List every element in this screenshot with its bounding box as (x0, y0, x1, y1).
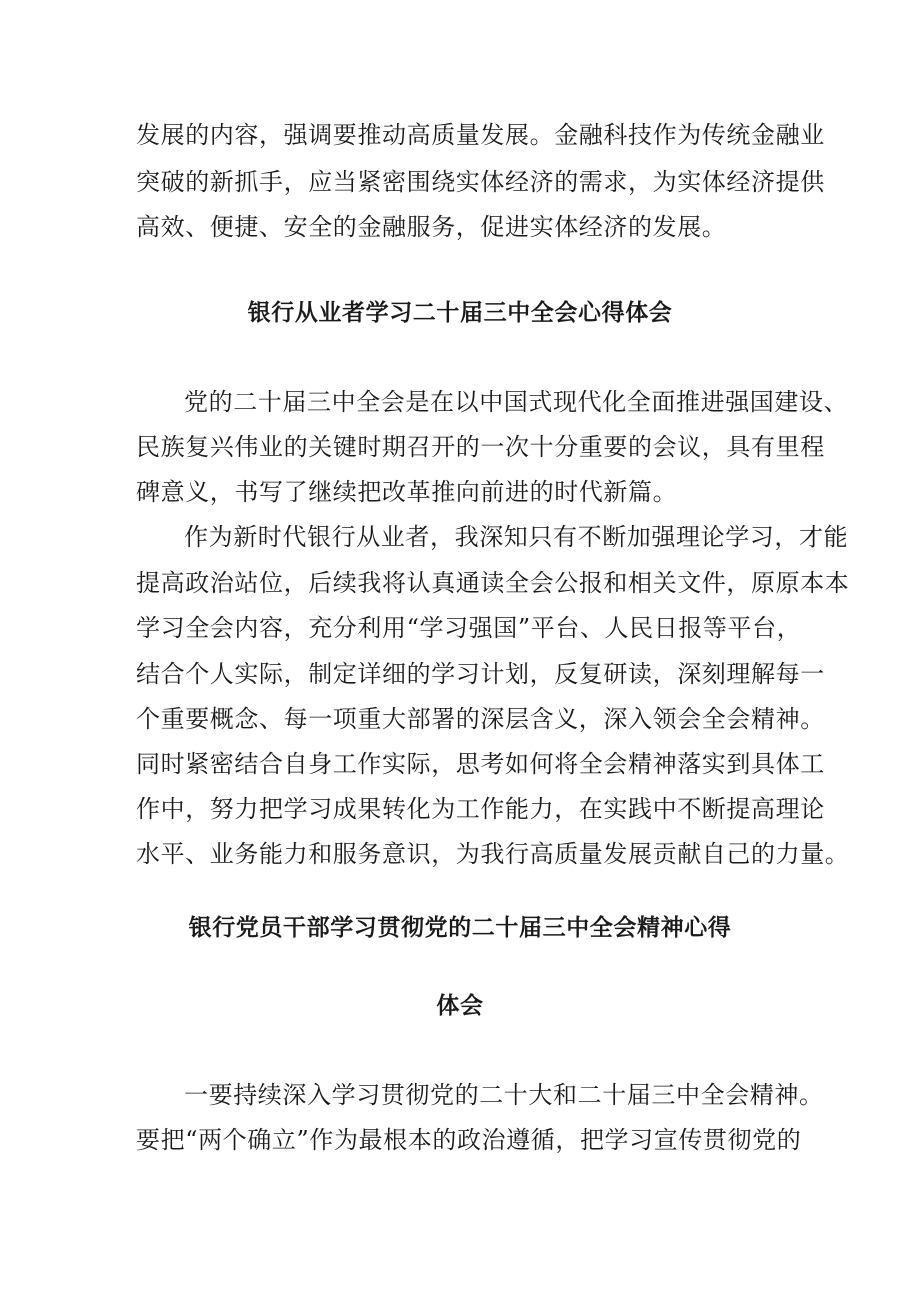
paragraph-line: 同时紧密结合自身工作实际，思考如何将全会精神落实到具体工 (136, 750, 825, 778)
paragraph-line: 结合个人实际，制定详细的学习计划，反复研读，深刻理解每一 (136, 660, 825, 688)
intro-line-1: 发展的内容，强调要推动高质量发展。金融科技作为传统金融业 (136, 121, 825, 149)
paragraph-line: 党的二十届三中全会是在以中国式现代化全面推进强国建设、 (184, 388, 849, 416)
paragraph-line: 作为新时代银行从业者，我深知只有不断加强理论学习，才能 (184, 523, 849, 551)
paragraph-line: 提高政治站位，后续我将认真通读全会公报和相关文件，原原本本 (136, 569, 850, 597)
paragraph-line: 个重要概念、每一项重大部署的深层含义，深入领会全会精神。 (136, 705, 825, 733)
section-heading-2-continued: 体会 (436, 993, 484, 1019)
paragraph-line: 作中，努力把学习成果转化为工作能力，在实践中不断提高理论 (136, 795, 825, 823)
paragraph-line: 水平、业务能力和服务意识，为我行高质量发展贡献自己的力量。 (136, 840, 850, 868)
section-heading-1: 银行从业者学习二十届三中全会心得体会 (247, 300, 673, 326)
paragraph-line: 民族复兴伟业的关键时期召开的一次十分重要的会议，具有里程 (136, 433, 825, 461)
intro-line-3: 高效、便捷、安全的金融服务，促进实体经济的发展。 (136, 213, 727, 241)
paragraph-line: 一要持续深入学习贯彻党的二十大和二十届三中全会精神。 (184, 1081, 824, 1109)
intro-line-2: 突破的新抓手，应当紧密围绕实体经济的需求，为实体经济提供 (136, 168, 825, 196)
paragraph-line: 学习全会内容，充分利用“学习强国”平台、人民日报等平台， (136, 614, 802, 642)
paragraph-line: 碑意义，书写了继续把改革推向前进的时代新篇。 (136, 478, 678, 506)
paragraph-line: 要把“两个确立”作为最根本的政治遵循，把学习宣传贯彻党的 (136, 1126, 802, 1154)
section-heading-2: 银行党员干部学习贯彻党的二十届三中全会精神心得 (188, 915, 732, 941)
